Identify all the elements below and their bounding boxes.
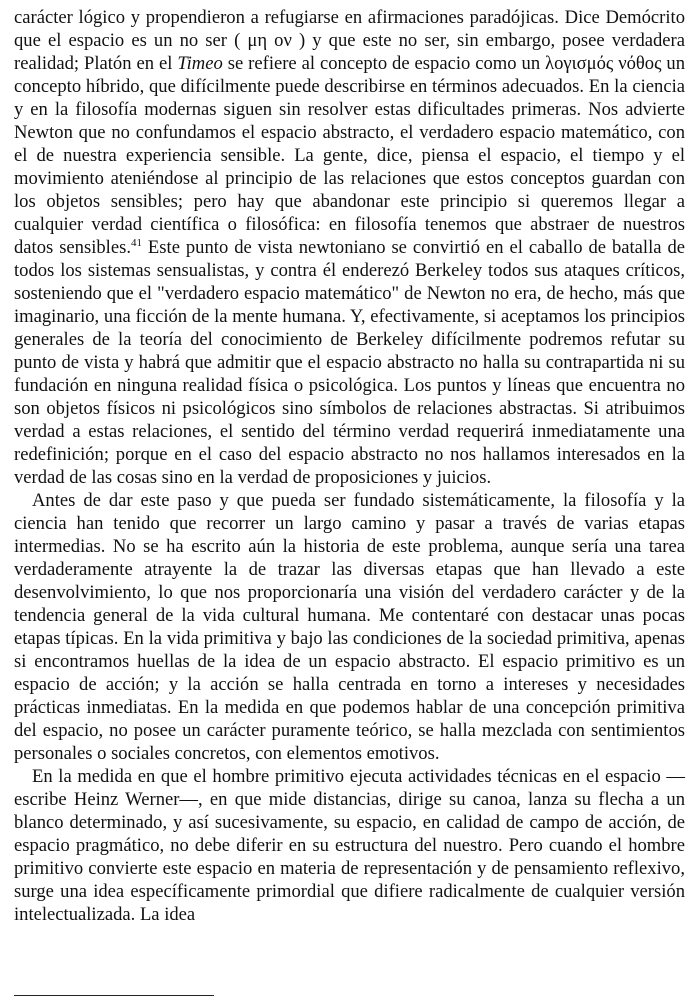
footnote-divider [14, 995, 214, 996]
paragraph-1-text-b: se refiere al concepto de espacio como un λογισμός νόθος un concepto híbrido, que difícilmente puede describirse en términos adecuados. En la ciencia y en la filosofía modernas siguen sin resolver estas dificultades primeras. Nos advierte Newton que no confundamos el espacio abstracto, el verdadero espacio matemático, con el de nuestra experiencia sensible. La gente, dice, piensa el espacio, el tiempo y el movimiento ateniéndose al principio de las relaciones que estos conceptos guardan con los objetos sensibles; pero hay que abandonar este principio si queremos llegar a cualquier verdad científica o filosófica: en filosofía tenemos que abstraer de nuestros datos sensibles. [14, 53, 686, 258]
footnote-reference[interactable]: 41 [130, 236, 142, 249]
page-body [14, 6, 685, 926]
paragraph-1-text-c: Este punto de vista newtoniano se convirtió en el caballo de batalla de todos los sistemas sensualistas, y contra él enderezó Berkeley todos sus ataques críticos, sosteniendo que el "verdadero espacio matemático" de Newton no era, de hecho, más que imaginario, una ficción de la mente humana. Y, efectivamente, si aceptamos los principios generales de la teoría del conocimiento de Berkeley difícilmente podremos refutar su punto de vista y habrá que admitir que el espacio abstracto no halla su contrapartida ni su fundación en ninguna realidad física o psicológica. Los puntos y líneas que encuentra no son objetos físicos ni psicológicos sino símbolos de relaciones abstractas. Si atribuimos verdad a estas relaciones, el sentido del término verdad requerirá inmediatamente una redefinición; porque en el caso del espacio abstracto no nos hallamos interesados en la verdad de las cosas sino en la verdad de proposiciones y juicios. [14, 237, 685, 488]
paragraph-1-text-a: carácter lógico y propendieron a refugiarse en afirmaciones paradójicas. Dice Demócrito que el espacio es un no ser ( μη ον ) y que este no ser, sin embargo, posee verdadera realidad; Platón en el [14, 7, 685, 74]
paragraph-2: Antes de dar este paso y que pueda ser fundado sistemáticamente, la filosofía y la ciencia han tenido que recorrer un largo camino y pasar a través de varias etapas intermedias. No se ha escrito aún la historia de este problema, aunque sería una tarea verdaderamente atrayente la de trazar las diversas etapas que han llevado a este desenvolvimiento, lo que nos proporcionaría una visión del verdadero carácter y de la tendencia general de la vida cultural humana. Me contentaré con destacar unas pocas etapas típicas. En la vida primitiva y bajo las condiciones de la sociedad primitiva, apenas si encontramos huellas de la idea de un espacio abstracto. El espacio primitivo es un espacio de acción; y la acción se halla centrada en torno a intereses y necesidades prácticas inmediatas. En la medida en que podemos hablar de una concepción primitiva del espacio, no posee un carácter puramente teórico, se halla mezclada con sentimientos personales o sociales concretos, con elementos emotivos. [14, 490, 685, 764]
book-title-timeo: Timeo [177, 53, 223, 74]
paragraph-1 [14, 6, 685, 489]
paragraph-3: En la medida en que el hombre primitivo ejecuta actividades técnicas en el espacio —escribe Heinz Werner—, en que mide distancias, dirige su canoa, lanza su flecha a un blanco determinado, y así sucesivamente, su espacio, en calidad de campo de acción, de espacio pragmático, no debe diferir en su estructura del nuestro. Pero cuando el hombre primitivo convierte este espacio en materia de representación y de pensamiento reflexivo, surge una idea específicamente primordial que difiere radicalmente de cualquier versión intelectualizada. La idea [14, 766, 685, 925]
